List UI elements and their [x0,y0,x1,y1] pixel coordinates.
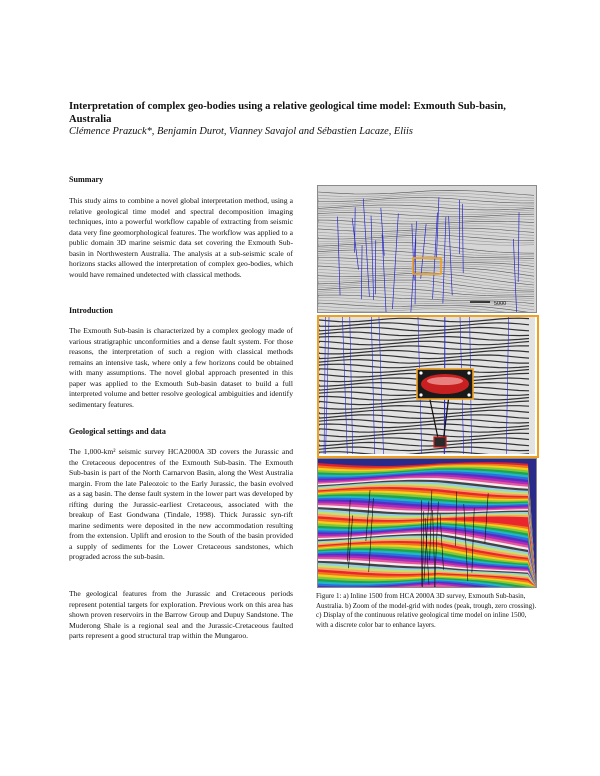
paper-title: Interpretation of complex geo-bodies using a relative geological time model: Exmouth Sub-basin, Australia [69,101,506,125]
paper-authors: Clémence Prazuck*, Benjamin Durot, Vianney Savajol and Sébastien Lacaze, Eliis [69,126,413,137]
heading-geological-settings: Geological settings and data [69,427,166,436]
figure-caption: Figure 1: a) Inline 1500 from HCA 2000A 3D survey, Exmouth Sub-basin, Australia. b) Zoom of the model-grid with nodes (peak, trough, zero crossing). c) Display of the continuous relative geological time model on inline 1500, with a discrete color bar to enhance layers. [316,592,537,629]
heading-summary: Summary [69,175,104,184]
geological-text-1: The 1,000-km² seismic survey HCA2000A 3D covers the Jurassic and the Cretaceous depocentres of the Exmouth Sub-basin. The Exmouth Sub-basin is part of the North Carnarvon Basin, along the West Australia margin. From the late Paleozoic to the Early Jurassic, the basin evolved as a sag basin. The dense fault system in the lower part was developed by rifting during the Jurassic-earliest Cretaceous, associated with the breakup of East Gondwana (Tindale, 1998). Thick Jurassic syn-rift marine sediments were deposited in the new accommodation resulting from the extension. Uplift and erosion to the South of the basin provided a supply of sediments for the Lower Cretaceous sandstones, which prograded across the sub-basin. [69,447,293,562]
summary-text: This study aims to combine a novel global interpretation method, using a relative geological time model and spectral decomposition imaging techniques, into a powerful workflow capable of extracting from seismic data very fine geomorphological features. The workflow was applied to a public domain 3D marine seismic data set covering the Exmouth Sub-basin in Northwestern Australia. The analysis at a sub-seismic scale of horizons stacks allowed the interpretation of complex geo-bodies, which would have remained undetected with classical methods. [69,196,293,279]
figure-panel-a-seismic-inline [317,185,537,313]
figure-panel-b-model-grid-zoom [317,315,539,458]
scale-label: 5000 [494,301,507,307]
figure-panel-c-geological-time-model [317,458,537,588]
geological-text-2: The geological features from the Jurassic and Cretaceous periods represent potential targets for exploration. Previous work on this area has shown proven reservoirs in the Barrow Group and Dupuy Sandstone. The Muderong Shale is a regional seal and the Jurassic-Cretaceous faulted parts represent a good structural trap within the Mungaroo. [69,589,293,641]
heading-introduction: Introduction [69,306,113,315]
introduction-text: The Exmouth Sub-basin is characterized by a complex geology made of various stratigraphic unconformities and a dense fault system. For those reasons, the interpretation of such a region with classical methods remains an intensive task, where only a few horizons could be obtained with many assumptions. The novel global approach presented in this paper was applied to the Exmouth Sub-basin dataset to build a full interpreted volume and better resolve geological ambiguities and identify sedimentary features. [69,326,293,409]
